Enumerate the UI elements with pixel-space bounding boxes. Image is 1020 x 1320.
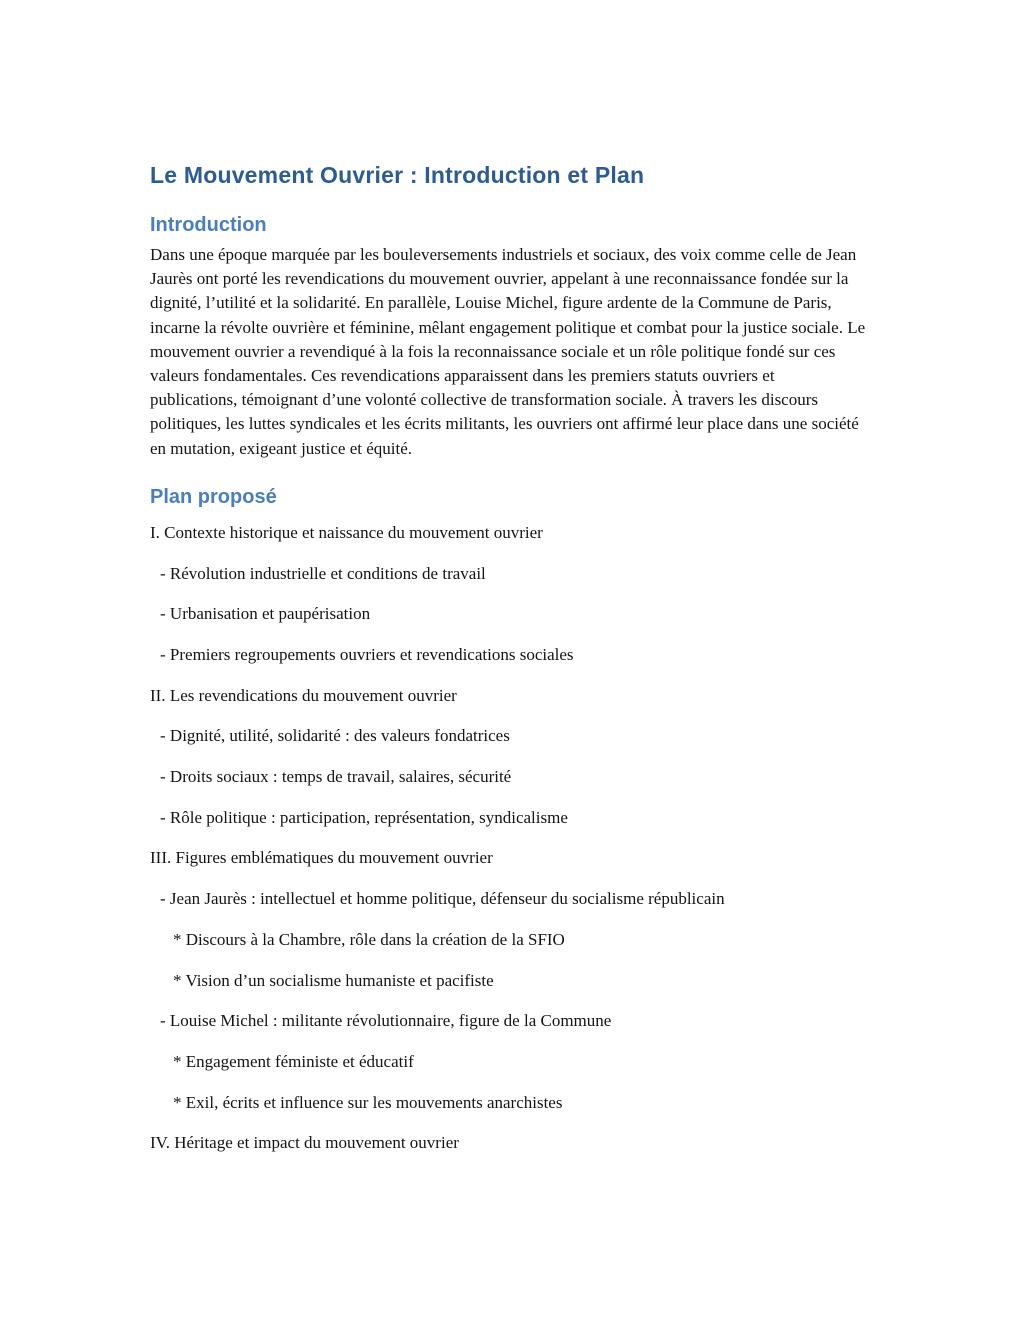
plan-outline (150, 521, 866, 1156)
plan-item: - Dignité, utilité, solidarité : des valeurs fondatrices (160, 726, 510, 746)
plan-item: * Engagement féministe et éducatif (173, 1051, 414, 1071)
plan-item: * Vision d’un socialisme humaniste et pacifiste (173, 970, 494, 990)
introduction-paragraph: Dans une époque marquée par les bouleversements industriels et sociaux, des voix comme celle de Jean Jaurès ont porté les revendications du mouvement ouvrier, appelant à une reconnaissance fondée sur la dignité, l’utilité et la solidarité. En parallèle, Louise Michel, figure ardente de la Commune de Paris, incarne la révolte ouvrière et féminine, mêlant engagement politique et combat pour la justice sociale. Le mouvement ouvrier a revendiqué à la fois la reconnaissance sociale et un rôle politique fondé sur ces valeurs fondamentales. Ces revendications apparaissent dans les premiers statuts ouvriers et publications, témoignant d’une volonté collective de transformation sociale. À travers les discours politiques, les luttes syndicales et les écrits militants, les ouvriers ont affirmé leur place dans une société en mutation, exigeant justice et équité. (150, 245, 866, 458)
plan-item: - Droits sociaux : temps de travail, salaires, sécurité (160, 767, 512, 787)
plan-item: * Discours à la Chambre, rôle dans la création de la SFIO (173, 929, 565, 949)
plan-item: I. Contexte historique et naissance du mouvement ouvrier (150, 522, 543, 542)
plan-item: III. Figures emblématiques du mouvement ouvrier (150, 848, 493, 868)
section-heading-introduction: Introduction (150, 214, 267, 236)
page-title: Le Mouvement Ouvrier : Introduction et Plan (150, 162, 645, 188)
section-heading-plan: Plan proposé (150, 485, 277, 508)
plan-item: II. Les revendications du mouvement ouvrier (150, 685, 457, 705)
plan-item: - Urbanisation et paupérisation (160, 604, 371, 624)
plan-item: - Rôle politique : participation, représentation, syndicalisme (160, 807, 568, 827)
plan-item: - Premiers regroupements ouvriers et revendications sociales (160, 644, 574, 664)
plan-item: * Exil, écrits et influence sur les mouvements anarchistes (173, 1092, 563, 1112)
plan-item: - Jean Jaurès : intellectuel et homme politique, défenseur du socialisme républicain (160, 889, 725, 909)
plan-item: - Révolution industrielle et conditions de travail (160, 563, 486, 583)
plan-item: - Louise Michel : militante révolutionnaire, figure de la Commune (160, 1011, 612, 1031)
plan-item: IV. Héritage et impact du mouvement ouvrier (150, 1133, 459, 1153)
document-content (150, 161, 866, 1156)
